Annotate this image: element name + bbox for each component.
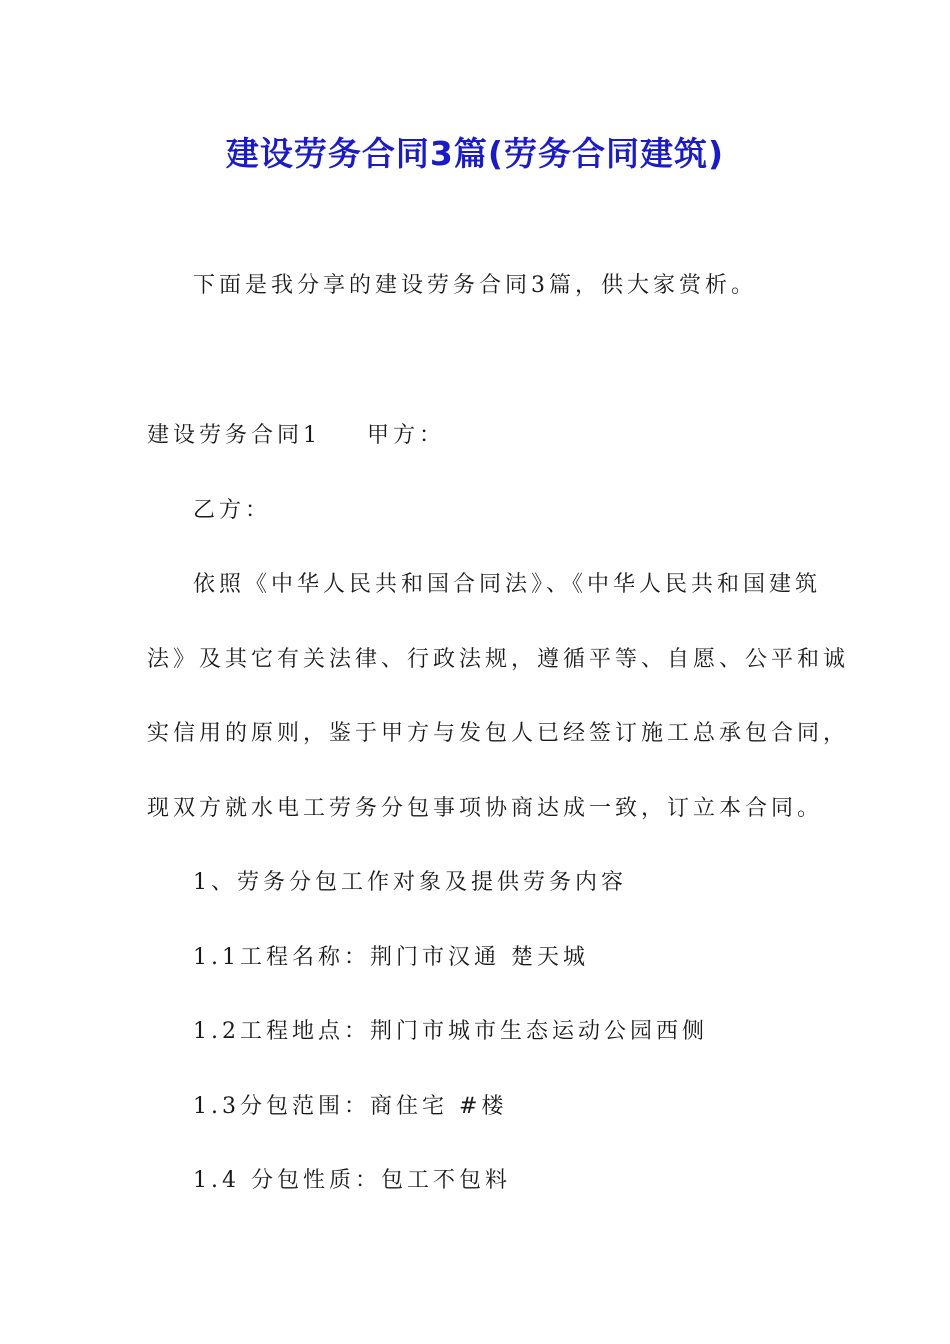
list-item-1-4: 1.4 分包性质：包工不包料: [193, 1168, 511, 1193]
list-item-1-2: 1.2工程地点：荆门市城市生态运动公园西侧: [193, 1019, 708, 1044]
paragraph-line-4: 现双方就水电工劳务分包事项协商达成一致，订立本合同。: [147, 796, 824, 821]
paragraph-line-1: 依照《中华人民共和国合同法》、《中华人民共和国建筑: [193, 572, 822, 597]
paragraph-line-3: 实信用的原则，鉴于甲方与发包人已经签订施工总承包合同，: [147, 721, 850, 746]
party-b-label: 乙方：: [193, 498, 272, 523]
document-title: 建设劳务合同3篇(劳务合同建筑): [225, 134, 725, 173]
list-item-1-3: 1.3分包范围：商住宅 #楼: [193, 1094, 508, 1119]
party-a-label: 甲方：: [367, 423, 446, 448]
paragraph-line-2: 法》及其它有关法律、行政法规，遵循平等、自愿、公平和诚: [147, 647, 850, 672]
list-item-1-1: 1.1工程名称：荆门市汉通 楚天城: [193, 945, 589, 970]
section-heading: 建设劳务合同1: [147, 423, 321, 448]
section-heading-line: [147, 421, 445, 451]
list-item-1: 1、劳务分包工作对象及提供劳务内容: [193, 870, 627, 895]
intro-text: 下面是我分享的建设劳务合同3篇，供大家赏析。: [193, 273, 757, 298]
